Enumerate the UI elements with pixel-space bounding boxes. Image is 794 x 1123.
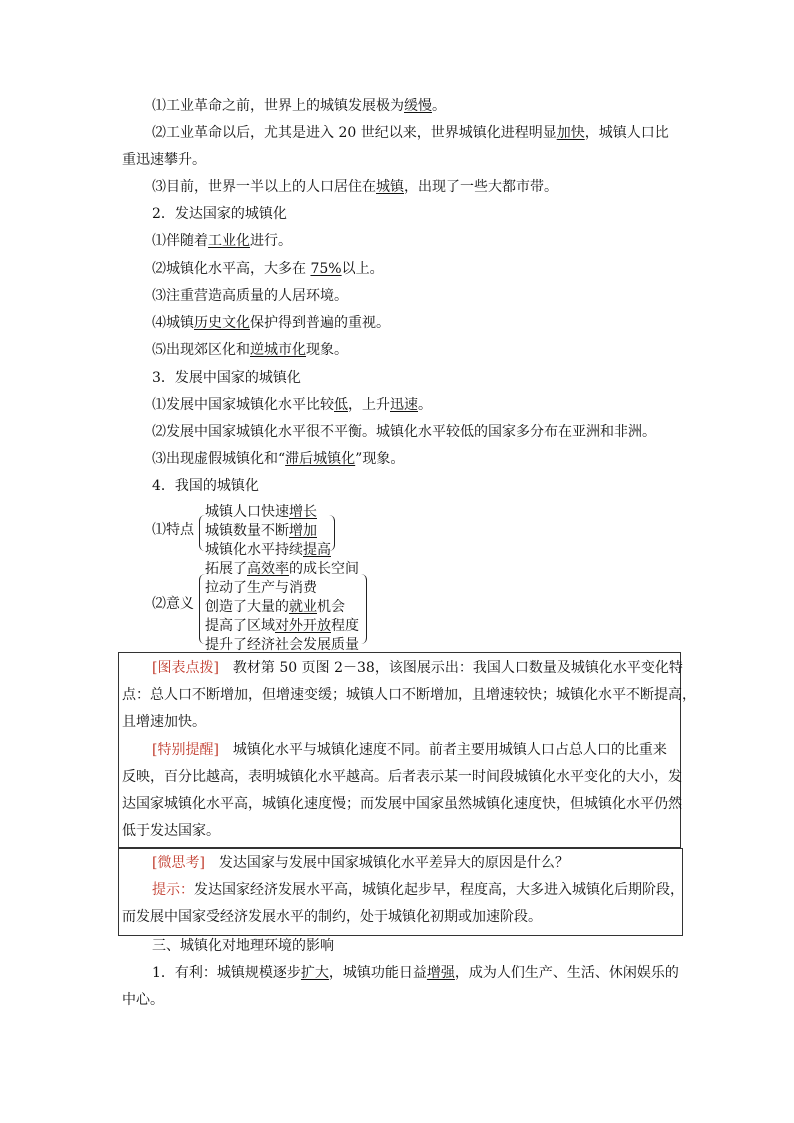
paragraph-1: ⑴工业革命之前，世界上的城镇发展极为缓慢。 bbox=[152, 98, 446, 114]
feature-item: 城镇人口快速增长 bbox=[205, 504, 317, 520]
features-list bbox=[205, 503, 331, 560]
special-note-line-4: 低于发达国家。 bbox=[122, 823, 220, 839]
feature-item: 城镇化水平持续提高 bbox=[205, 542, 331, 558]
think-question: [微思考] 发达国家与发展中国家城镇化水平差异大的原因是什么？ bbox=[152, 855, 569, 871]
paragraph-2-cont: 重迅速攀升。 bbox=[122, 152, 206, 168]
meaning-right-brace bbox=[360, 574, 367, 644]
s5-item-1-cont: 中心。 bbox=[122, 992, 164, 1008]
s2-item-5: ⑸出现郊区化和逆城市化现象。 bbox=[152, 342, 348, 358]
special-note-tag: [特别提醒] bbox=[152, 742, 219, 758]
s2-item-2: ⑵城镇化水平高，大多在 75%以上。 bbox=[152, 261, 384, 277]
special-note-line-2: 反映，百分比越高，表明城镇化水平越高。后者表示某一时间段城镇化水平变化的大小，发 bbox=[122, 769, 682, 785]
s3-item-3: ⑶出现虚假城镇化和“滞后城镇化”现象。 bbox=[152, 451, 405, 467]
meaning-list bbox=[205, 560, 359, 655]
s3-item-2: ⑵发展中国家城镇化水平很不平衡。城镇化水平较低的国家多分布在亚洲和非洲。 bbox=[152, 424, 656, 440]
s2-item-4: ⑷城镇历史文化保护得到普遍的重视。 bbox=[152, 315, 390, 331]
feature-item: 城镇数量不断增加 bbox=[205, 523, 317, 539]
meaning-label: ⑵意义 bbox=[152, 596, 194, 612]
meaning-item: 提高了区域对外开放程度 bbox=[205, 618, 359, 634]
special-note-line-1: [特别提醒] 城镇化水平与城镇化速度不同。前者主要用城镇人口占总人口的比重来 bbox=[152, 742, 667, 758]
s2-item-3: ⑶注重营造高质量的人居环境。 bbox=[152, 288, 348, 304]
meaning-item: 提升了经济社会发展质量 bbox=[205, 637, 359, 653]
meaning-item: 拉动了生产与消费 bbox=[205, 580, 317, 596]
meaning-item: 创造了大量的就业机会 bbox=[205, 599, 345, 615]
section-4-title: 4．我国的城镇化 bbox=[152, 478, 259, 494]
features-right-brace bbox=[328, 515, 335, 551]
s3-item-1: ⑴发展中国家城镇化水平比较低，上升迅速。 bbox=[152, 397, 432, 413]
chart-tip-tag: [图表点拨] bbox=[152, 660, 219, 676]
features-label: ⑴特点 bbox=[152, 522, 194, 538]
think-tag: [微思考] bbox=[152, 855, 205, 871]
chart-tip-line-1: [图表点拨] 教材第 50 页图 2－38，该图展示出：我国人口数量及城镇化水平变化特 bbox=[152, 660, 683, 676]
section-5-title: 三、城镇化对地理环境的影响 bbox=[152, 938, 334, 954]
think-hint-line-2: 而发展中国家受经济发展水平的制约，处于城镇化初期或加速阶段。 bbox=[122, 909, 542, 925]
section-3-title: 3．发展中国家的城镇化 bbox=[152, 370, 301, 386]
s5-item-1: 1．有利：城镇规模逐步扩大，城镇功能日益增强，成为人们生产、生活、休闲娱乐的 bbox=[152, 965, 679, 981]
paragraph-3: ⑶目前，世界一半以上的人口居住在城镇，出现了一些大都市带。 bbox=[152, 179, 558, 195]
s2-item-1: ⑴伴随着工业化进行。 bbox=[152, 233, 292, 249]
chart-tip-line-2: 点：总人口不断增加，但增速变缓；城镇人口不断增加，且增速较快；城镇化水平不断提高， bbox=[122, 687, 696, 703]
hint-label: 提示： bbox=[152, 882, 194, 898]
chart-tip-line-3: 且增速加快。 bbox=[122, 714, 206, 730]
think-hint-line-1: 提示：发达国家经济发展水平高，城镇化起步早，程度高，大多进入城镇化后期阶段， bbox=[152, 882, 684, 898]
special-note-line-3: 达国家城镇化水平高，城镇化速度慢；而发展中国家虽然城镇化速度快，但城镇化水平仍然 bbox=[122, 796, 682, 812]
paragraph-2: ⑵工业革命以后，尤其是进入 20 世纪以来，世界城镇化进程明显加快，城镇人口比 bbox=[152, 125, 669, 141]
meaning-item: 拓展了高效率的成长空间 bbox=[205, 561, 359, 577]
section-2-title: 2．发达国家的城镇化 bbox=[152, 206, 287, 222]
